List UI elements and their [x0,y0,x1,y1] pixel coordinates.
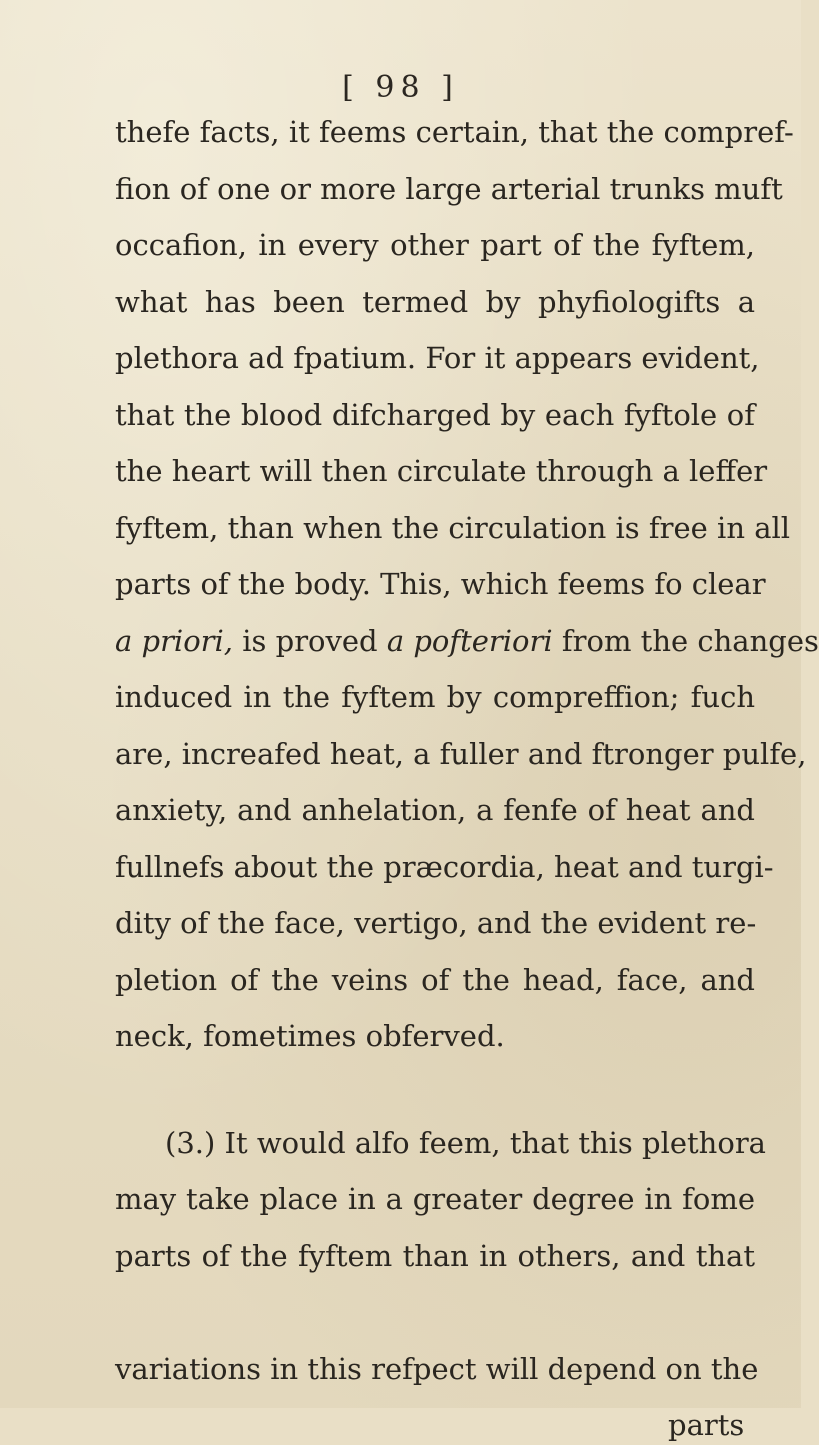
text-line-italic-mix [115,621,819,661]
text-line: fyftem, than when the circulation is free in all [115,511,791,545]
text-span: from the changes [552,624,819,658]
catchword: parts [668,1408,745,1442]
text-line: plethora ad fpatium. For it appears evident, [115,341,760,375]
text-line: pletion of the veins of the head, face, and [115,963,755,997]
text-line: may take place in a greater degree in fome [115,1182,755,1216]
text-span: is proved [233,624,387,658]
text-line: fullnefs about the præcordia, heat and turgi- [115,850,774,884]
italic-phrase: a pofteriori [386,624,553,658]
text-line-paragraph-end: neck, fometimes obferved. [115,1019,505,1053]
text-line: anxiety, and anhelation, a fenfe of heat and [115,793,755,827]
page-number: [ 98 ] [342,70,459,105]
text-line: induced in the fyftem by compreffion; fuch [115,680,755,714]
text-line: variations in this refpect will depend on the [115,1352,759,1386]
text-line: what has been termed by phyfiologifts a [115,285,755,319]
text-line: the heart will then circulate through a leffer [115,454,768,488]
text-line: fion of one or more large arterial trunks muft [115,172,783,206]
text-line: parts of the body. This, which feems fo clear [115,567,766,601]
text-line: parts of the fyftem than in others, and that [115,1239,755,1273]
text-line: dity of the face, vertigo, and the evident re- [115,906,757,940]
text-line-paragraph-start: (3.) It would alfo feem, that this plethora [165,1126,766,1160]
italic-phrase: a priori, [115,624,234,658]
text-line: that the blood difcharged by each fyftole of [115,398,755,432]
text-line: are, increafed heat, a fuller and ftronger pulfe, [115,737,807,771]
text-line: occafion, in every other part of the fyftem, [115,228,755,262]
text-line: thefe facts, it feems certain, that the compref- [115,115,794,149]
